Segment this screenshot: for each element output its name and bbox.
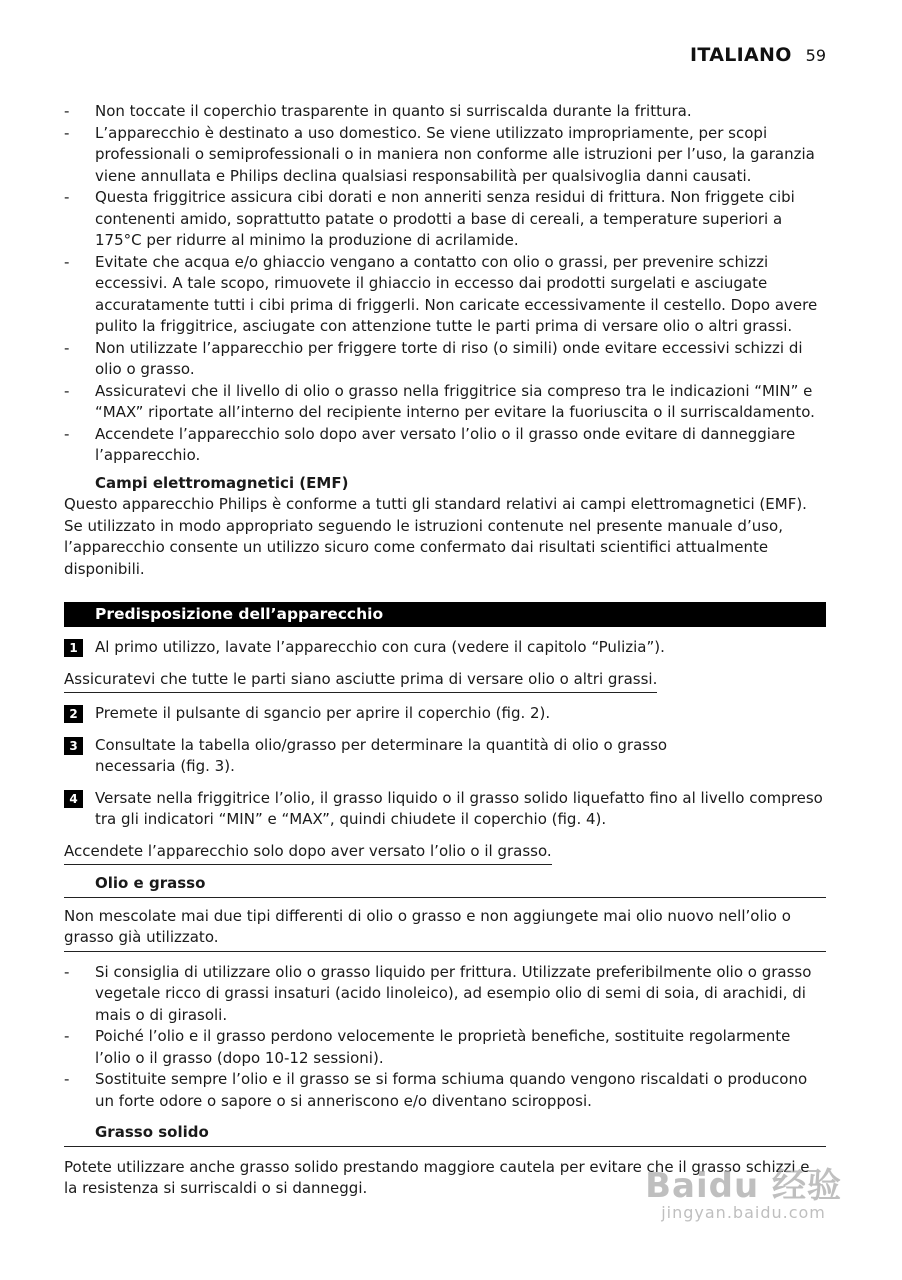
dash: -	[64, 102, 70, 120]
page-content	[64, 101, 826, 1200]
step-number: 3	[64, 737, 83, 755]
oil-warning: Non mescolate mai due tipi differenti di olio o grasso e non aggiungete mai olio nuovo nell’olio o grasso già utilizzato.	[64, 906, 826, 952]
language-title: ITALIANO	[690, 44, 792, 66]
step-1	[64, 637, 826, 659]
list-item: - Non utilizzate l’apparecchio per friggere torte di riso (o simili) onde evitare eccessivi schizzi di olio o grasso.	[64, 338, 803, 378]
step-3	[64, 735, 826, 778]
list-item: - Accendete l’apparecchio solo dopo aver versato l’olio o il grasso onde evitare di danneggiare l’apparecchio.	[64, 424, 796, 464]
list-item: - Assicuratevi che il livello di olio o grasso nella friggitrice sia compreso tra le indicazioni “MIN” e “MAX” riportate all’interno del recipiente interno per evitare la fuoriuscita o il surriscaldamento.	[64, 381, 815, 421]
dash: -	[64, 123, 70, 142]
list-item: - Non toccate il coperchio trasparente in quanto si surriscalda durante la frittura.	[64, 101, 826, 123]
step-2	[64, 703, 826, 725]
step-number: 2	[64, 705, 83, 723]
oil-heading: Olio e grasso	[64, 873, 826, 898]
list-item: - Sostituite sempre l’olio e il grasso se si forma schiuma quando vengono riscaldati o producono un forte odore o sapore o si anneriscono e/o diventano sciropposi.	[64, 1070, 808, 1110]
underlined-note: Accendete l’apparecchio solo dopo aver versato l’olio o il grasso.	[64, 841, 552, 866]
dash: -	[64, 1027, 70, 1045]
dash: -	[64, 424, 70, 443]
watermark	[645, 1158, 842, 1222]
list-item: - L’apparecchio è destinato a uso domestico. Se viene utilizzato impropriamente, per scopi professionali o semiprofessionali o in maniera non conforme alle istruzioni per l’uso, la garanzia viene annullata e Philips declina qualsiasi responsabilità per qualsivoglia danni causati.	[64, 123, 815, 185]
section-title-bar: Predisposizione dell’apparecchio	[64, 602, 826, 627]
emf-heading: Campi elettromagnetici (EMF)	[95, 473, 349, 492]
safety-bullet-list	[64, 101, 826, 467]
baidu-logo: Baidu 经验	[645, 1166, 842, 1206]
list-item: - Evitate che acqua e/o ghiaccio vengano a contatto con olio o grassi, per prevenire schizzi eccessivi. A tale scopo, rimuovete il ghiaccio in eccesso dai prodotti surgelati e asciugate accuratamente tutti i cibi prima di friggerli. Non caricate eccessivamente il cestello. Dopo avere pulito la friggitrice, asciugate con attenzione tutte le parti prima di versare olio o altri grassi.	[64, 252, 818, 335]
dash: -	[64, 962, 70, 981]
watermark-url: jingyan.baidu.com	[661, 1203, 826, 1222]
solid-fat-paragraph: Potete utilizzare anche grasso solido prestando maggiore cautela per evitare che il grasso schizzi e la resistenza si surriscaldi o si danneggi.	[64, 1157, 810, 1197]
step-text: Versate nella friggitrice l’olio, il grasso liquido o il grasso solido liquefatto fino al livello compreso tra gli indicatori “MIN” e “MAX”, quindi chiudete il coperchio (fig. 4).	[95, 788, 823, 828]
emf-paragraph: Questo apparecchio Philips è conforme a tutti gli standard relativi ai campi elettromagnetici (EMF). Se utilizzato in modo appropriato seguendo le istruzioni contenute nel presente manuale d’uso, l’apparecchio consente un utilizzo sicuro come confermato dai risultati scientifici attualmente disponibili.	[64, 495, 807, 578]
step-text: Premete il pulsante di sgancio per aprire il coperchio (fig. 2).	[95, 704, 551, 722]
dash: -	[64, 252, 70, 271]
dash: -	[64, 1070, 70, 1088]
page-number: 59	[805, 46, 826, 65]
step-4	[64, 788, 826, 831]
step-text: Consultate la tabella olio/grasso per determinare la quantità di olio o grasso necessaria (fig. 3).	[95, 735, 668, 775]
step-text: Al primo utilizzo, lavate l’apparecchio con cura (vedere il capitolo “Pulizia”).	[95, 638, 665, 656]
list-item: - Si consiglia di utilizzare olio o grasso liquido per frittura. Utilizzate preferibilmente olio o grasso vegetale ricco di grassi insaturi (acido linoleico), ad esempio olio di semi di soia, di arachidi, di mais o di girasoli.	[64, 962, 812, 1024]
underlined-note: Assicuratevi che tutte le parti siano asciutte prima di versare olio o altri grassi.	[64, 669, 657, 694]
dash: -	[64, 188, 70, 206]
solid-fat-heading: Grasso solido	[64, 1122, 826, 1147]
step-number: 1	[64, 639, 83, 657]
dash: -	[64, 381, 70, 400]
page-header	[690, 44, 826, 66]
step-number: 4	[64, 790, 83, 808]
list-item: - Questa friggitrice assicura cibi dorati e non anneriti senza residui di frittura. Non friggete cibi contenenti amido, soprattutto patate o prodotti a base di cereali, a temperature superiori a 175°C per ridurre al minimo la produzione di acrilamide.	[64, 188, 795, 249]
oil-bullet-list	[64, 962, 826, 1113]
list-item: - Poiché l’olio e il grasso perdono velocemente le proprietà benefiche, sostituite regolarmente l’olio o il grasso (dopo 10-12 sessioni).	[64, 1027, 791, 1067]
dash: -	[64, 338, 70, 357]
